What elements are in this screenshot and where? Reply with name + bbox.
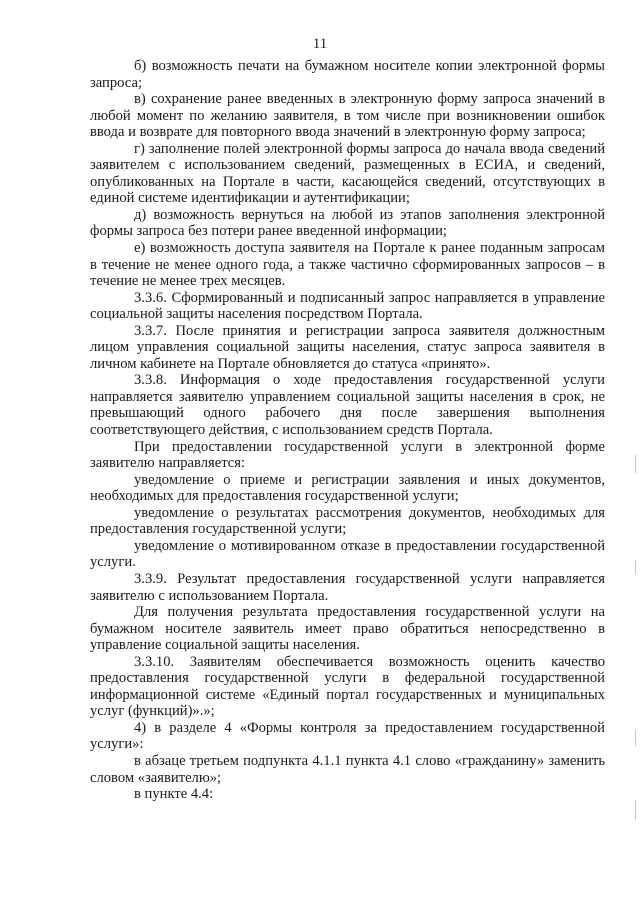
paragraph-3-3-6: 3.3.6. Сформированный и подписанный запрос направляется в управление социальной защиты населения посредством Портала.	[90, 289, 605, 323]
paragraph-notifications-intro: При предоставлении государственной услуги в электронной форме заявителю направляется:	[90, 438, 605, 472]
paragraph-b: б) возможность печати на бумажном носителе копии электронной формы запроса;	[90, 58, 605, 91]
page-number: 11	[312, 36, 328, 52]
paragraph-4-4: в пункте 4.4:	[134, 786, 214, 803]
paragraph-notice-refusal: уведомление о мотивированном отказе в предоставлении государственной услуги.	[90, 537, 605, 571]
scan-edge-mark	[635, 455, 636, 473]
paragraph-3-3-9: 3.3.9. Результат предоставления государственной услуги направляется заявителю с использованием Портала.	[90, 570, 605, 604]
paragraph-paper-result: Для получения результата предоставления государственной услуги на бумажном носителе заявитель имеет право обратиться непосредственно в управление социальной защиты населения.	[90, 604, 605, 654]
scan-edge-mark	[635, 560, 636, 574]
paragraph-3-3-7: 3.3.7. После принятия и регистрации запроса заявителя должностным лицом управления социальной защиты населения, статус запроса заявителя в личном кабинете на Портале обновляется до статуса «принято».	[90, 322, 605, 372]
scan-edge-mark	[635, 730, 636, 746]
paragraph-3-3-8: 3.3.8. Информация о ходе предоставления государственной услуги направляется заявителю управлением социальной защиты населения в срок, не превышающий одного рабочего дня после завершения выполнения соответствующего действия, с использованием средств Портала.	[90, 372, 605, 439]
paragraph-e: е) возможность доступа заявителя на Портале к ранее поданным запросам в течение не менее одного года, а также частично сформированных запросов – в течение не менее трех месяцев.	[90, 240, 605, 290]
paragraph-g: г) заполнение полей электронной формы запроса до начала ввода сведений заявителем с использованием сведений, размещенных в ЕСИА, и сведений, опубликованных на Портале в части, касающейся сведений, отсутствующих в единой системе идентификации и аутентификации;	[90, 140, 605, 207]
scan-edge-mark	[635, 800, 636, 820]
document-body	[90, 58, 605, 803]
paragraph-3-3-10: 3.3.10. Заявителям обеспечивается возможность оценить качество предоставления государственной услуги в федеральной государственной информационной системе «Единый портал государственных и муниципальных услуг (функций)».»;	[90, 653, 605, 720]
paragraph-section-4: 4) в разделе 4 «Формы контроля за предоставлением государственной услуги»:	[90, 719, 605, 753]
paragraph-notice-receipt: уведомление о приеме и регистрации заявления и иных документов, необходимых для предоставления государственной услуги;	[90, 471, 605, 505]
paragraph-4-1-1: в абзаце третьем подпункта 4.1.1 пункта 4.1 слово «гражданину» заменить словом «заявителю»;	[90, 752, 605, 786]
paragraph-d: д) возможность вернуться на любой из этапов заполнения электронной формы запроса без потери ранее введенной информации;	[90, 206, 605, 240]
paragraph-v: в) сохранение ранее введенных в электронную форму запроса значений в любой момент по желанию заявителя, в том числе при возникновении ошибок ввода и возврате для повторного ввода значений в электронную форму запроса;	[90, 91, 605, 141]
paragraph-notice-review: уведомление о результатах рассмотрения документов, необходимых для предоставления государственной услуги;	[90, 504, 605, 538]
